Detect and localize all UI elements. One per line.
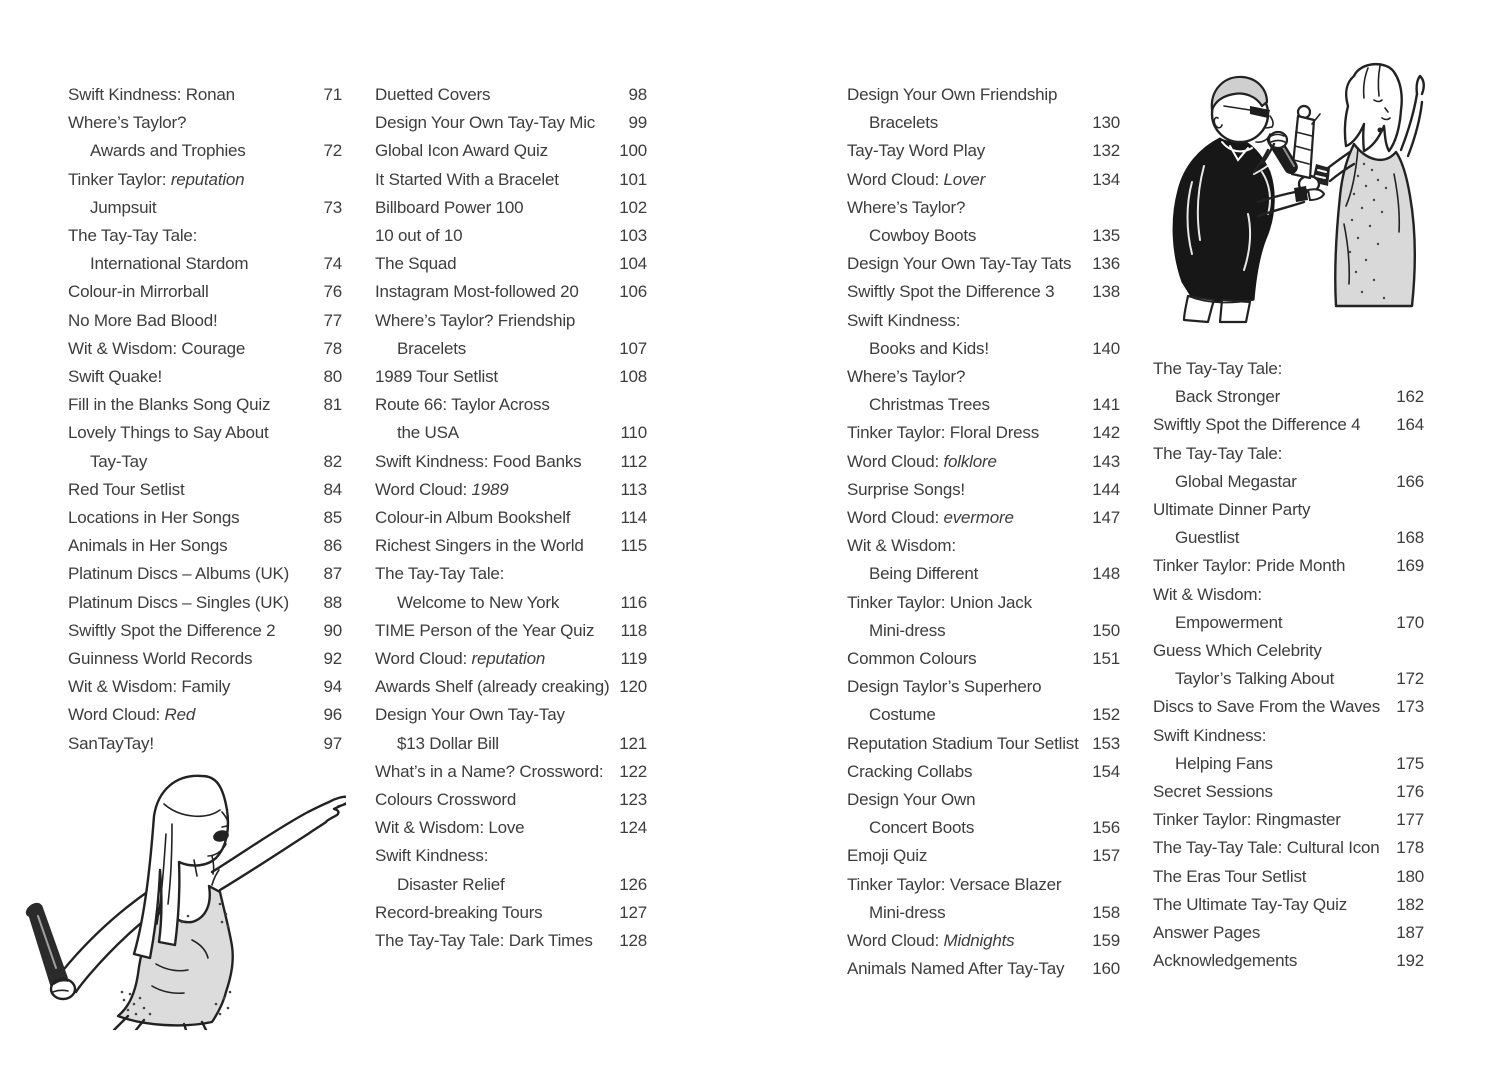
toc-entry-title: It Started With a Bracelet xyxy=(375,169,559,189)
toc-entry xyxy=(375,109,647,137)
toc-entry-title: Helping Fans xyxy=(1175,753,1273,773)
toc-entry xyxy=(847,476,1120,504)
toc-entry-title: Costume xyxy=(869,705,936,725)
toc-entry-page: 141 xyxy=(1092,395,1120,415)
toc-entry-title: Tay-Tay xyxy=(90,451,148,471)
toc-entry-title: Ultimate Dinner Party xyxy=(1153,500,1311,520)
pointing-hand xyxy=(326,797,346,822)
toc-entry-title: Where’s Taylor? xyxy=(68,113,187,133)
toc-entry-title: The Eras Tour Setlist xyxy=(1153,866,1307,886)
toc-entry-page: 164 xyxy=(1396,415,1424,435)
toc-entry-title: Awards Shelf (already creaking) xyxy=(375,677,610,697)
toc-entry-title: What’s in a Name? Crossword: xyxy=(375,761,604,781)
toc-entry-page: 148 xyxy=(1092,564,1120,584)
toc-entry xyxy=(375,701,647,757)
toc-entry-title: Guestlist xyxy=(1175,528,1240,548)
toc-column-2 xyxy=(375,81,647,955)
toc-entry-page: 113 xyxy=(620,479,647,499)
toc-entry-title: The Tay-Tay Tale: Dark Times xyxy=(375,931,593,951)
toc-entry xyxy=(1153,863,1424,891)
toc-entry xyxy=(847,871,1120,927)
toc-entry-title: Design Your Own Tay-Tay Tats xyxy=(847,254,1072,274)
toc-entry-page: 112 xyxy=(620,451,647,471)
toc-entry-page: 173 xyxy=(1396,697,1424,717)
toc-entry xyxy=(68,335,342,363)
pointing-singer-illustration xyxy=(16,764,346,1030)
toc-entry-page: 157 xyxy=(1092,846,1120,866)
toc-entry-page: 175 xyxy=(1396,753,1424,773)
toc-entry-page: 172 xyxy=(1396,669,1424,689)
toc-entry xyxy=(1153,440,1424,496)
singer-figure xyxy=(23,776,346,1030)
toc-entry xyxy=(847,81,1120,137)
toc-entry-title: Tay-Tay Word Play xyxy=(847,141,985,161)
toc-entry-title: 10 out of 10 xyxy=(375,226,463,246)
toc-entry-title: Tinker Taylor: Versace Blazer xyxy=(847,874,1062,894)
toc-entry-page: 122 xyxy=(619,761,647,781)
wristband xyxy=(1294,186,1308,202)
toc-entry xyxy=(375,504,647,532)
toc-entry-title: Design Taylor’s Superhero xyxy=(847,677,1042,697)
toc-entry xyxy=(375,617,647,645)
toc-entry-page: 169 xyxy=(1396,556,1424,576)
toc-entry-title: Reputation Stadium Tour Setlist xyxy=(847,733,1079,753)
toc-entry-title: No More Bad Blood! xyxy=(68,310,218,330)
toc-entry-title: Word Cloud: reputation xyxy=(375,649,546,669)
toc-entry-title: Wit & Wisdom: Courage xyxy=(68,338,246,358)
toc-entry-page: 85 xyxy=(323,508,342,528)
toc-entry xyxy=(68,391,342,419)
toc-entry-title: The Ultimate Tay-Tay Quiz xyxy=(1153,894,1348,914)
toc-entry xyxy=(1153,496,1424,552)
award-interruption-illustration xyxy=(1158,54,1448,324)
toc-entry-title: Word Cloud: evermore xyxy=(847,508,1014,528)
toc-entry xyxy=(847,250,1120,278)
toc-entry xyxy=(68,307,342,335)
toc-entry-page: 84 xyxy=(323,479,342,499)
toc-entry-page: 71 xyxy=(323,85,342,104)
toc-entry-page: 170 xyxy=(1396,612,1424,632)
toc-entry-title: Answer Pages xyxy=(1153,923,1261,943)
toc-entry xyxy=(375,391,647,447)
toc-entry xyxy=(847,194,1120,250)
toc-entry xyxy=(68,222,342,278)
toc-entry xyxy=(68,476,342,504)
toc-entry-page: 80 xyxy=(323,367,342,387)
toc-entry-title: Tinker Taylor: Union Jack xyxy=(847,592,1032,612)
toc-entry-page: 166 xyxy=(1396,471,1424,491)
toc-entry-page: 103 xyxy=(619,226,647,246)
toc-entry-page: 76 xyxy=(323,282,342,302)
toc-entry xyxy=(1153,778,1424,806)
toc-entry-title: Swiftly Spot the Difference 2 xyxy=(68,620,276,640)
toc-entry-page: 154 xyxy=(1092,761,1120,781)
toc-entry-title: Colours Crossword xyxy=(375,790,517,810)
toc-entry-title: The Tay-Tay Tale: xyxy=(68,226,198,246)
toc-entry xyxy=(847,532,1120,588)
toc-entry xyxy=(68,109,342,165)
toc-entry-page: 118 xyxy=(620,620,647,640)
toc-entry-title: Animals Named After Tay-Tay xyxy=(847,959,1065,979)
toc-entry-title: Emoji Quiz xyxy=(847,846,928,866)
toc-entry xyxy=(1153,919,1424,947)
toc-entry xyxy=(847,448,1120,476)
toc-entry-title: Back Stronger xyxy=(1175,387,1281,407)
toc-entry-page: 162 xyxy=(1396,387,1424,407)
toc-entry xyxy=(375,307,647,363)
toc-entry-page: 147 xyxy=(1092,508,1120,528)
toc-entry-page: 142 xyxy=(1092,423,1120,443)
toc-entry-title: Animals in Her Songs xyxy=(68,536,228,556)
toc-entry-title: Design Your Own Tay-Tay Mic xyxy=(375,113,596,133)
toc-entry-title: Platinum Discs – Albums (UK) xyxy=(68,564,290,584)
toc-entry-title: Word Cloud: folklore xyxy=(847,451,997,471)
toc-entry xyxy=(68,701,342,729)
toc-entry-page: 153 xyxy=(1092,733,1120,753)
toc-entry-page: 160 xyxy=(1092,959,1120,979)
toc-entry-page: 150 xyxy=(1092,620,1120,640)
toc-entry-page: 110 xyxy=(620,423,647,443)
toc-entry-title: Where’s Taylor? Friendship xyxy=(375,310,576,330)
toc-entry-title: Wit & Wisdom: Family xyxy=(68,677,231,697)
toc-entry xyxy=(1153,947,1424,975)
toc-entry xyxy=(375,814,647,842)
toc-entry-title: Swiftly Spot the Difference 4 xyxy=(1153,415,1361,435)
toc-entry-title: Global Megastar xyxy=(1175,471,1297,491)
toc-entry-page: 124 xyxy=(619,818,647,838)
toc-entry-title: The Tay-Tay Tale: xyxy=(1153,359,1283,378)
toc-entry xyxy=(68,617,342,645)
toc-entry-title: Design Your Own Friendship xyxy=(847,85,1058,104)
toc-entry-page: 88 xyxy=(323,592,342,612)
toc-entry-page: 107 xyxy=(619,338,647,358)
toc-entry-title: Swift Quake! xyxy=(68,367,162,387)
toc-entry xyxy=(847,278,1120,306)
toc-entry-title: 1989 Tour Setlist xyxy=(375,367,498,387)
toc-entry xyxy=(847,842,1120,870)
toc-entry xyxy=(847,758,1120,786)
toc-entry-page: 78 xyxy=(323,338,342,358)
toc-entry xyxy=(375,137,647,165)
toc-entry xyxy=(847,419,1120,447)
toc-entry-title: Word Cloud: 1989 xyxy=(375,479,509,499)
toc-entry-title: International Stardom xyxy=(90,254,249,274)
toc-entry xyxy=(375,81,647,109)
toc-entry xyxy=(375,842,647,898)
toc-entry xyxy=(847,786,1120,842)
toc-entry-title: Empowerment xyxy=(1175,612,1283,632)
toc-entry-title: Tinker Taylor: Floral Dress xyxy=(847,423,1040,443)
toc-entry-title: Disaster Relief xyxy=(397,874,505,894)
toc-entry-page: 136 xyxy=(1092,254,1120,274)
toc-entry-page: 115 xyxy=(620,536,647,556)
toc-entry xyxy=(375,448,647,476)
toc-entry-title: Mini-dress xyxy=(869,620,946,640)
toc-entry xyxy=(1153,552,1424,580)
toc-entry-title: Common Colours xyxy=(847,649,977,669)
toc-entry xyxy=(375,166,647,194)
toc-entry-page: 144 xyxy=(1092,479,1120,499)
toc-entry-title: TIME Person of the Year Quiz xyxy=(375,620,595,640)
toc-entry xyxy=(68,278,342,306)
toc-entry-page: 74 xyxy=(323,254,342,274)
toc-entry-title: Swift Kindness: xyxy=(375,846,489,866)
toc-entry-title: Tinker Taylor: reputation xyxy=(68,169,245,189)
toc-entry-page: 96 xyxy=(323,705,342,725)
toc-entry xyxy=(847,927,1120,955)
toc-entry-page: 152 xyxy=(1092,705,1120,725)
toc-entry-page: 123 xyxy=(619,790,647,810)
toc-entry-title: Guinness World Records xyxy=(68,649,253,669)
toc-entry xyxy=(847,137,1120,165)
toc-entry-page: 87 xyxy=(323,564,342,584)
earring xyxy=(1378,128,1383,133)
toc-entry-title: Secret Sessions xyxy=(1153,782,1273,802)
toc-entry-title: Wit & Wisdom: xyxy=(1153,584,1262,604)
toc-entry-page: 81 xyxy=(323,395,342,415)
microphone xyxy=(23,900,68,988)
toc-entry-title: Richest Singers in the World xyxy=(375,536,584,556)
toc-entry-page: 94 xyxy=(323,677,342,697)
toc-entry xyxy=(68,645,342,673)
toc-entry xyxy=(1153,411,1424,439)
toc-entry-page: 86 xyxy=(323,536,342,556)
toc-entry xyxy=(375,786,647,814)
toc-entry xyxy=(375,476,647,504)
toc-entry-page: 104 xyxy=(619,254,647,274)
toc-entry xyxy=(1153,806,1424,834)
toc-entry xyxy=(1153,722,1424,778)
toc-entry-page: 138 xyxy=(1092,282,1120,302)
toc-entry-title: Design Your Own Tay-Tay xyxy=(375,705,565,725)
toc-entry-title: Mini-dress xyxy=(869,902,946,922)
toc-entry-page: 120 xyxy=(619,677,647,697)
toc-entry xyxy=(68,730,342,758)
toc-entry xyxy=(68,532,342,560)
toc-entry-page: 192 xyxy=(1396,951,1424,971)
toc-entry-page: 90 xyxy=(323,620,342,640)
toc-entry xyxy=(375,899,647,927)
toc-entry-page: 97 xyxy=(323,733,342,753)
toc-entry-page: 143 xyxy=(1092,451,1120,471)
toc-entry-title: Swiftly Spot the Difference 3 xyxy=(847,282,1055,302)
toc-entry xyxy=(375,927,647,955)
toc-entry-title: Wit & Wisdom: xyxy=(847,536,956,556)
toc-entry xyxy=(68,419,342,475)
toc-entry xyxy=(68,81,342,109)
toc-entry-title: Global Icon Award Quiz xyxy=(375,141,548,161)
toc-entry-title: Where’s Taylor? xyxy=(847,367,966,387)
toc-entry xyxy=(847,955,1120,983)
toc-entry-title: Tinker Taylor: Pride Month xyxy=(1153,556,1346,576)
taylor-figure xyxy=(1292,64,1424,306)
toc-entry xyxy=(1153,581,1424,637)
toc-column-1 xyxy=(68,81,342,758)
toc-entry-title: Bracelets xyxy=(397,338,467,358)
toc-entry-page: 135 xyxy=(1092,226,1120,246)
toc-entry-title: Fill in the Blanks Song Quiz xyxy=(68,395,271,415)
toc-column-3 xyxy=(847,81,1120,984)
toc-entry xyxy=(1153,355,1424,411)
toc-entry-page: 77 xyxy=(323,310,342,330)
toc-entry-page: 156 xyxy=(1092,818,1120,838)
toc-entry-title: Surprise Songs! xyxy=(847,479,965,499)
toc-entry xyxy=(68,166,342,222)
toc-entry-page: 127 xyxy=(619,902,647,922)
toc-entry-title: Where’s Taylor? xyxy=(847,197,966,217)
toc-entry xyxy=(847,673,1120,729)
toc-entry xyxy=(375,645,647,673)
toc-entry-title: Swift Kindness: Food Banks xyxy=(375,451,582,471)
toc-entry xyxy=(68,504,342,532)
toc-entry-title: Word Cloud: Red xyxy=(68,705,196,725)
toc-entry xyxy=(847,363,1120,419)
toc-entry-title: Design Your Own xyxy=(847,790,976,810)
toc-entry-title: Acknowledgements xyxy=(1153,951,1298,971)
toc-entry-page: 82 xyxy=(323,451,342,471)
toc-entry-title: Tinker Taylor: Ringmaster xyxy=(1153,810,1341,830)
toc-entry-title: Duetted Covers xyxy=(375,85,491,104)
toc-entry-title: The Tay-Tay Tale: Cultural Icon xyxy=(1153,838,1380,858)
toc-entry-page: 151 xyxy=(1092,649,1120,669)
toc-entry xyxy=(847,645,1120,673)
toc-entry-title: Locations in Her Songs xyxy=(68,508,240,528)
toc-column-4 xyxy=(1153,355,1424,975)
wavy-hair xyxy=(1345,64,1402,151)
toc-entry xyxy=(375,560,647,616)
toc-entry-page: 102 xyxy=(619,197,647,217)
toc-entry-page: 182 xyxy=(1396,894,1424,914)
toc-entry-title: Instagram Most-followed 20 xyxy=(375,282,579,302)
toc-entry-page: 177 xyxy=(1396,810,1424,830)
toc-entry xyxy=(375,250,647,278)
toc-entry-title: Word Cloud: Midnights xyxy=(847,931,1015,951)
toc-entry-page: 121 xyxy=(619,733,647,753)
toc-entry xyxy=(375,673,647,701)
toc-entry-title: Word Cloud: Lover xyxy=(847,169,986,189)
toc-entry-title: Cracking Collabs xyxy=(847,761,973,781)
toc-entry-title: Guess Which Celebrity xyxy=(1153,641,1322,661)
toc-entry xyxy=(375,532,647,560)
toc-entry-page: 132 xyxy=(1092,141,1120,161)
toc-entry-page: 159 xyxy=(1092,931,1120,951)
toc-entry xyxy=(68,560,342,588)
toc-entry-title: Wit & Wisdom: Love xyxy=(375,818,525,838)
toc-entry-page: 176 xyxy=(1396,782,1424,802)
toc-entry xyxy=(1153,637,1424,693)
toc-entry-page: 101 xyxy=(619,169,647,189)
toc-entry xyxy=(375,278,647,306)
toc-entry xyxy=(375,194,647,222)
toc-entry-page: 140 xyxy=(1092,338,1120,358)
toc-entry-page: 108 xyxy=(619,367,647,387)
toc-entry xyxy=(68,363,342,391)
toc-entry-page: 126 xyxy=(619,874,647,894)
toc-entry xyxy=(1153,834,1424,862)
toc-entry xyxy=(847,730,1120,758)
toc-entry-title: The Squad xyxy=(375,254,457,274)
toc-entry-title: Route 66: Taylor Across xyxy=(375,395,550,415)
toc-entry-title: Lovely Things to Say About xyxy=(68,423,269,443)
toc-entry-title: Cowboy Boots xyxy=(869,226,977,246)
toc-entry xyxy=(847,589,1120,645)
toc-entry-title: Jumpsuit xyxy=(90,197,157,217)
toc-entry-page: 92 xyxy=(323,649,342,669)
toc-entry xyxy=(68,673,342,701)
toc-entry-title: Awards and Trophies xyxy=(90,141,246,161)
toc-entry-page: 99 xyxy=(628,113,647,133)
toc-entry-title: Concert Boots xyxy=(869,818,975,838)
toc-entry-title: SanTayTay! xyxy=(68,733,154,753)
toc-entry xyxy=(847,166,1120,194)
toc-entry-title: Being Different xyxy=(869,564,979,584)
toc-entry-title: Red Tour Setlist xyxy=(68,479,185,499)
toc-entry-page: 73 xyxy=(323,197,342,217)
toc-entry xyxy=(375,758,647,786)
toc-entry-page: 134 xyxy=(1092,169,1120,189)
toc-entry xyxy=(1153,693,1424,721)
toc-entry-page: 128 xyxy=(619,931,647,951)
toc-entry-page: 178 xyxy=(1396,838,1424,858)
toc-entry-page: 98 xyxy=(628,85,647,104)
reaching-hand xyxy=(1308,189,1324,200)
toc-entry-title: Christmas Trees xyxy=(869,395,990,415)
toc-entry-page: 72 xyxy=(323,141,342,161)
toc-entry-title: Platinum Discs – Singles (UK) xyxy=(68,592,289,612)
toc-entry-title: Welcome to New York xyxy=(397,592,560,612)
toc-entry-title: Colour-in Mirrorball xyxy=(68,282,209,302)
toc-entry-page: 114 xyxy=(620,508,647,528)
toc-entry xyxy=(1153,891,1424,919)
toc-entry-title: Swift Kindness: xyxy=(847,310,961,330)
toc-entry-page: 158 xyxy=(1092,902,1120,922)
toc-entry-title: the USA xyxy=(397,423,459,443)
toc-entry xyxy=(847,504,1120,532)
toc-entry-title: Billboard Power 100 xyxy=(375,197,524,217)
toc-entry-title: Discs to Save From the Waves xyxy=(1153,697,1381,717)
toc-entry xyxy=(68,589,342,617)
toc-entry-page: 106 xyxy=(619,282,647,302)
toc-entry-title: Colour-in Album Bookshelf xyxy=(375,508,571,528)
toc-entry-title: $13 Dollar Bill xyxy=(397,733,499,753)
toc-entry-title: Swift Kindness: xyxy=(1153,725,1267,745)
toc-entry-title: The Tay-Tay Tale: xyxy=(1153,443,1283,463)
toc-entry-title: Taylor’s Talking About xyxy=(1175,669,1335,689)
toc-entry xyxy=(847,307,1120,363)
toc-entry-page: 119 xyxy=(620,649,647,669)
toc-entry-title: Record-breaking Tours xyxy=(375,902,543,922)
toc-entry-page: 187 xyxy=(1396,923,1424,943)
toc-entry-title: The Tay-Tay Tale: xyxy=(375,564,505,584)
toc-entry-page: 180 xyxy=(1396,866,1424,886)
toc-entry-title: Books and Kids! xyxy=(869,338,989,358)
toc-entry xyxy=(375,363,647,391)
toc-entry-title: Bracelets xyxy=(869,113,939,133)
toc-entry xyxy=(375,222,647,250)
toc-entry-page: 130 xyxy=(1092,113,1120,133)
toc-entry-page: 100 xyxy=(619,141,647,161)
toc-entry-page: 116 xyxy=(620,592,647,612)
toc-entry-title: Swift Kindness: Ronan xyxy=(68,85,235,104)
toc-entry-page: 168 xyxy=(1396,528,1424,548)
hand-at-hair xyxy=(1417,76,1424,94)
